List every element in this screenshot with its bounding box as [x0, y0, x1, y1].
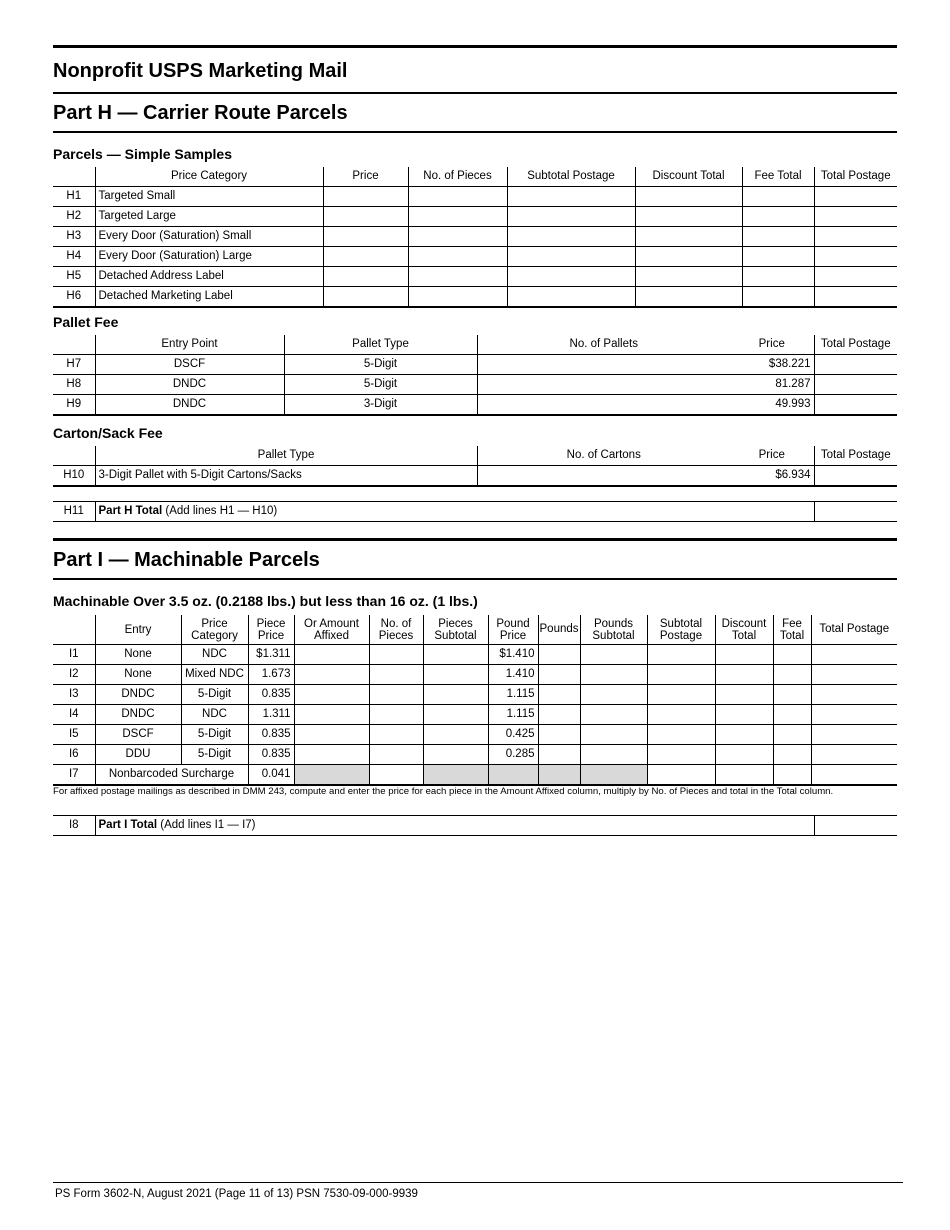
shaded-cell — [538, 765, 580, 786]
total-row — [53, 816, 897, 836]
discount-total-field[interactable] — [715, 705, 773, 725]
price-category: Mixed NDC — [181, 665, 248, 685]
pieces-subtotal-field[interactable] — [423, 705, 488, 725]
col-header: Subtotal Postage — [647, 615, 715, 645]
fee-total-field[interactable] — [742, 247, 814, 267]
carton-fee-table — [53, 446, 897, 487]
line-id: H3 — [53, 227, 95, 247]
total-postage-field[interactable] — [814, 375, 897, 395]
subtotal-postage-field[interactable] — [507, 207, 635, 227]
discount-total-field[interactable] — [715, 725, 773, 745]
fee-total-field[interactable] — [742, 187, 814, 207]
total-postage-field[interactable] — [811, 685, 897, 705]
total-label-bold: Part H Total — [98, 505, 163, 517]
machinable-table — [53, 615, 897, 786]
pieces-field[interactable] — [408, 227, 507, 247]
simple-samples-table — [53, 167, 897, 308]
entry: DNDC — [95, 685, 181, 705]
fee-total-field[interactable] — [773, 685, 811, 705]
heading-rule — [53, 92, 897, 94]
piece-price: 0.835 — [248, 745, 294, 765]
table-row — [53, 207, 897, 227]
subtotal-postage-field[interactable] — [507, 187, 635, 207]
col-header: Price — [323, 167, 408, 187]
line-id: I8 — [53, 816, 95, 836]
price-category: Detached Marketing Label — [95, 287, 323, 308]
amount-affixed-field[interactable] — [294, 645, 369, 665]
surcharge-label: Nonbarcoded Surcharge — [95, 765, 248, 786]
part-i-total-table — [53, 815, 897, 836]
col-header: Discount Total — [715, 615, 773, 645]
top-rule — [53, 45, 897, 48]
simple-samples-title: Parcels — Simple Samples — [53, 146, 232, 162]
price-category: 5-Digit — [181, 745, 248, 765]
line-id: H2 — [53, 207, 95, 227]
pounds-subtotal-field[interactable] — [580, 645, 647, 665]
total-postage-field[interactable] — [814, 187, 897, 207]
pallets-field[interactable] — [477, 355, 730, 375]
table-header — [53, 615, 897, 645]
pound-price: 0.425 — [488, 725, 538, 745]
pieces-field[interactable] — [369, 645, 423, 665]
price-category: Targeted Large — [95, 207, 323, 227]
line-id: H7 — [53, 355, 95, 375]
col-header: Entry Point — [95, 335, 284, 355]
pieces-field[interactable] — [408, 207, 507, 227]
total-label-detail: (Add lines I1 — I7) — [157, 819, 256, 831]
col-header: Entry — [95, 615, 181, 645]
pound-price: 1.115 — [488, 705, 538, 725]
pounds-subtotal-field[interactable] — [580, 725, 647, 745]
discount-total-field[interactable] — [635, 287, 742, 308]
pallet-type: 5-Digit — [284, 375, 477, 395]
pieces-field[interactable] — [369, 765, 423, 786]
col-header: Total Postage — [811, 615, 897, 645]
carton-fee-title: Carton/Sack Fee — [53, 425, 163, 441]
pounds-field[interactable] — [538, 705, 580, 725]
table-row — [53, 287, 897, 308]
line-id: H1 — [53, 187, 95, 207]
pieces-field[interactable] — [369, 725, 423, 745]
total-postage-field[interactable] — [814, 207, 897, 227]
pieces-subtotal-field[interactable] — [423, 645, 488, 665]
col-header: Pounds Subtotal — [580, 615, 647, 645]
col-header: No. of Pieces — [408, 167, 507, 187]
table-row — [53, 375, 897, 395]
entry: DDU — [95, 745, 181, 765]
total-label-detail: (Add lines H1 — H10) — [162, 505, 278, 517]
total-label-bold: Part I Total — [98, 819, 158, 831]
line-id: I7 — [53, 765, 95, 786]
total-postage-field[interactable] — [811, 765, 897, 786]
entry-point: DSCF — [95, 355, 284, 375]
line-id: H10 — [53, 466, 95, 487]
price-field[interactable] — [323, 247, 408, 267]
part-i-total-field[interactable] — [814, 816, 897, 836]
machinable-title: Machinable Over 3.5 oz. (0.2188 lbs.) but less than 16 oz. (1 lbs.) — [53, 593, 478, 609]
pound-price: 1.410 — [488, 665, 538, 685]
entry-point: DNDC — [95, 395, 284, 416]
pieces-subtotal-field[interactable] — [423, 665, 488, 685]
shaded-cell — [488, 765, 538, 786]
pounds-field[interactable] — [538, 725, 580, 745]
pounds-field[interactable] — [538, 665, 580, 685]
price-value: 81.287 — [730, 375, 814, 395]
subtotal-postage-field[interactable] — [647, 765, 715, 786]
col-header: Discount Total — [635, 167, 742, 187]
subtotal-postage-field[interactable] — [507, 227, 635, 247]
part-i-rule — [53, 578, 897, 580]
col-header: Price — [730, 335, 814, 355]
pound-price: $1.410 — [488, 645, 538, 665]
col-header: Pounds — [538, 615, 580, 645]
table-row — [53, 685, 897, 705]
price-value: $6.934 — [730, 466, 814, 487]
col-header: Subtotal Postage — [507, 167, 635, 187]
pallet-type: 5-Digit — [284, 355, 477, 375]
line-id: H8 — [53, 375, 95, 395]
pallet-type: 3-Digit Pallet with 5-Digit Cartons/Sacks — [95, 466, 477, 487]
table-row — [53, 705, 897, 725]
table-row — [53, 247, 897, 267]
subtotal-postage-field[interactable] — [647, 665, 715, 685]
col-header: Pallet Type — [95, 446, 477, 466]
shaded-cell — [580, 765, 647, 786]
footer-rule — [53, 1182, 903, 1183]
total-postage-field[interactable] — [814, 355, 897, 375]
line-id: I5 — [53, 725, 95, 745]
price-category: Every Door (Saturation) Small — [95, 227, 323, 247]
discount-total-field[interactable] — [635, 227, 742, 247]
discount-total-field[interactable] — [635, 207, 742, 227]
table-row — [53, 355, 897, 375]
cartons-field[interactable] — [477, 466, 730, 487]
price-value: $38.221 — [730, 355, 814, 375]
line-id: H11 — [53, 502, 95, 522]
part-h-total-field[interactable] — [814, 502, 897, 522]
col-header: Price — [730, 446, 814, 466]
price-field[interactable] — [323, 187, 408, 207]
pieces-field[interactable] — [408, 187, 507, 207]
pound-price: 0.285 — [488, 745, 538, 765]
pallet-type: 3-Digit — [284, 395, 477, 416]
part-h-total-table — [53, 501, 897, 522]
table-row — [53, 665, 897, 685]
price-field[interactable] — [323, 207, 408, 227]
surcharge-row — [53, 765, 897, 786]
price-category: 5-Digit — [181, 725, 248, 745]
subtotal-postage-field[interactable] — [507, 247, 635, 267]
col-header: Price Category — [181, 615, 248, 645]
discount-total-field[interactable] — [635, 247, 742, 267]
pieces-subtotal-field[interactable] — [423, 745, 488, 765]
affixed-postage-note: For affixed postage mailings as described in DMM 243, compute and enter the price for each piece in the Amount Affixed column, multiply by No. of Pieces and total in the Total column. — [53, 786, 834, 797]
line-id: I4 — [53, 705, 95, 725]
col-header: Fee Total — [773, 615, 811, 645]
pieces-field[interactable] — [408, 247, 507, 267]
fee-total-field[interactable] — [773, 765, 811, 786]
discount-total-field[interactable] — [715, 745, 773, 765]
line-id: I2 — [53, 665, 95, 685]
fee-total-field[interactable] — [742, 267, 814, 287]
total-postage-field[interactable] — [814, 287, 897, 308]
fee-total-field[interactable] — [773, 745, 811, 765]
table-row — [53, 745, 897, 765]
fee-total-field[interactable] — [773, 645, 811, 665]
price-category: Every Door (Saturation) Large — [95, 247, 323, 267]
total-postage-field[interactable] — [814, 227, 897, 247]
col-header: Pieces Subtotal — [423, 615, 488, 645]
discount-total-field[interactable] — [715, 765, 773, 786]
amount-affixed-field[interactable] — [294, 685, 369, 705]
amount-affixed-field[interactable] — [294, 745, 369, 765]
piece-price: 1.311 — [248, 705, 294, 725]
col-header: Pallet Type — [284, 335, 477, 355]
fee-total-field[interactable] — [742, 287, 814, 308]
form-footer: PS Form 3602-N, August 2021 (Page 11 of 13) PSN 7530-09-000-9939 — [55, 1188, 418, 1200]
fee-total-field[interactable] — [742, 207, 814, 227]
subtotal-postage-field[interactable] — [647, 645, 715, 665]
total-postage-field[interactable] — [811, 645, 897, 665]
price-category: NDC — [181, 705, 248, 725]
price-field[interactable] — [323, 287, 408, 308]
pieces-subtotal-field[interactable] — [423, 725, 488, 745]
total-postage-field[interactable] — [814, 267, 897, 287]
pallets-field[interactable] — [477, 395, 730, 416]
discount-total-field[interactable] — [715, 665, 773, 685]
pieces-field[interactable] — [369, 705, 423, 725]
form-heading: Nonprofit USPS Marketing Mail — [53, 60, 348, 82]
total-postage-field[interactable] — [811, 725, 897, 745]
piece-price: 0.835 — [248, 685, 294, 705]
pounds-field[interactable] — [538, 745, 580, 765]
piece-price: 1.673 — [248, 665, 294, 685]
total-postage-field[interactable] — [811, 665, 897, 685]
piece-price: $1.311 — [248, 645, 294, 665]
col-header: Total Postage — [814, 446, 897, 466]
discount-total-field[interactable] — [635, 187, 742, 207]
amount-affixed-field[interactable] — [294, 705, 369, 725]
line-id: H9 — [53, 395, 95, 416]
price-field[interactable] — [323, 227, 408, 247]
piece-price: 0.835 — [248, 725, 294, 745]
discount-total-field[interactable] — [635, 267, 742, 287]
pallet-fee-title: Pallet Fee — [53, 314, 119, 330]
table-row — [53, 725, 897, 745]
line-id: H4 — [53, 247, 95, 267]
total-postage-field[interactable] — [811, 745, 897, 765]
subtotal-postage-field[interactable] — [507, 267, 635, 287]
entry: None — [95, 645, 181, 665]
total-postage-field[interactable] — [814, 247, 897, 267]
pieces-field[interactable] — [369, 685, 423, 705]
line-id: H6 — [53, 287, 95, 308]
fee-total-field[interactable] — [742, 227, 814, 247]
total-label — [95, 816, 814, 836]
pallet-fee-table — [53, 335, 897, 416]
table-row — [53, 227, 897, 247]
discount-total-field[interactable] — [715, 685, 773, 705]
total-postage-field[interactable] — [814, 466, 897, 487]
pallets-field[interactable] — [477, 375, 730, 395]
amount-affixed-field[interactable] — [294, 665, 369, 685]
entry-point: DNDC — [95, 375, 284, 395]
entry: None — [95, 665, 181, 685]
pieces-field[interactable] — [408, 267, 507, 287]
subtotal-postage-field[interactable] — [647, 705, 715, 725]
total-row — [53, 502, 897, 522]
pounds-subtotal-field[interactable] — [580, 745, 647, 765]
col-header: Pound Price — [488, 615, 538, 645]
pounds-subtotal-field[interactable] — [580, 665, 647, 685]
pieces-subtotal-field[interactable] — [423, 685, 488, 705]
subtotal-postage-field[interactable] — [647, 685, 715, 705]
table-header — [53, 335, 897, 355]
col-header: No. of Cartons — [477, 446, 730, 466]
entry: DNDC — [95, 705, 181, 725]
col-header: No. of Pieces — [369, 615, 423, 645]
price-category: 5-Digit — [181, 685, 248, 705]
pounds-field[interactable] — [538, 645, 580, 665]
table-row — [53, 187, 897, 207]
line-id: I3 — [53, 685, 95, 705]
line-id: H5 — [53, 267, 95, 287]
col-header: Piece Price — [248, 615, 294, 645]
table-header — [53, 446, 897, 466]
table-header — [53, 167, 897, 187]
fee-total-field[interactable] — [773, 705, 811, 725]
line-id: I6 — [53, 745, 95, 765]
shaded-cell — [294, 765, 369, 786]
subtotal-postage-field[interactable] — [647, 725, 715, 745]
pounds-subtotal-field[interactable] — [580, 705, 647, 725]
pounds-subtotal-field[interactable] — [580, 685, 647, 705]
price-category: NDC — [181, 645, 248, 665]
amount-affixed-field[interactable] — [294, 725, 369, 745]
subtotal-postage-field[interactable] — [507, 287, 635, 308]
col-header: Total Postage — [814, 167, 897, 187]
part-i-title: Part I — Machinable Parcels — [53, 549, 320, 571]
col-header: Fee Total — [742, 167, 814, 187]
price-category: Detached Address Label — [95, 267, 323, 287]
shaded-cell — [423, 765, 488, 786]
total-label — [95, 502, 814, 522]
col-header: Total Postage — [814, 335, 897, 355]
discount-total-field[interactable] — [715, 645, 773, 665]
col-header: No. of Pallets — [477, 335, 730, 355]
total-postage-field[interactable] — [814, 395, 897, 416]
pieces-field[interactable] — [369, 745, 423, 765]
col-header: Or Amount Affixed — [294, 615, 369, 645]
pound-price: 1.115 — [488, 685, 538, 705]
entry: DSCF — [95, 725, 181, 745]
part-i-top-rule — [53, 538, 897, 541]
part-h-rule — [53, 131, 897, 133]
table-row — [53, 645, 897, 665]
part-h-title: Part H — Carrier Route Parcels — [53, 102, 348, 124]
col-header: Price Category — [95, 167, 323, 187]
pounds-field[interactable] — [538, 685, 580, 705]
price-field[interactable] — [323, 267, 408, 287]
pieces-field[interactable] — [408, 287, 507, 308]
subtotal-postage-field[interactable] — [647, 745, 715, 765]
total-postage-field[interactable] — [811, 705, 897, 725]
table-row — [53, 395, 897, 416]
fee-total-field[interactable] — [773, 725, 811, 745]
pieces-field[interactable] — [369, 665, 423, 685]
price-value: 49.993 — [730, 395, 814, 416]
table-row — [53, 267, 897, 287]
line-id: I1 — [53, 645, 95, 665]
fee-total-field[interactable] — [773, 665, 811, 685]
piece-price: 0.041 — [248, 765, 294, 786]
table-row — [53, 466, 897, 487]
price-category: Targeted Small — [95, 187, 323, 207]
